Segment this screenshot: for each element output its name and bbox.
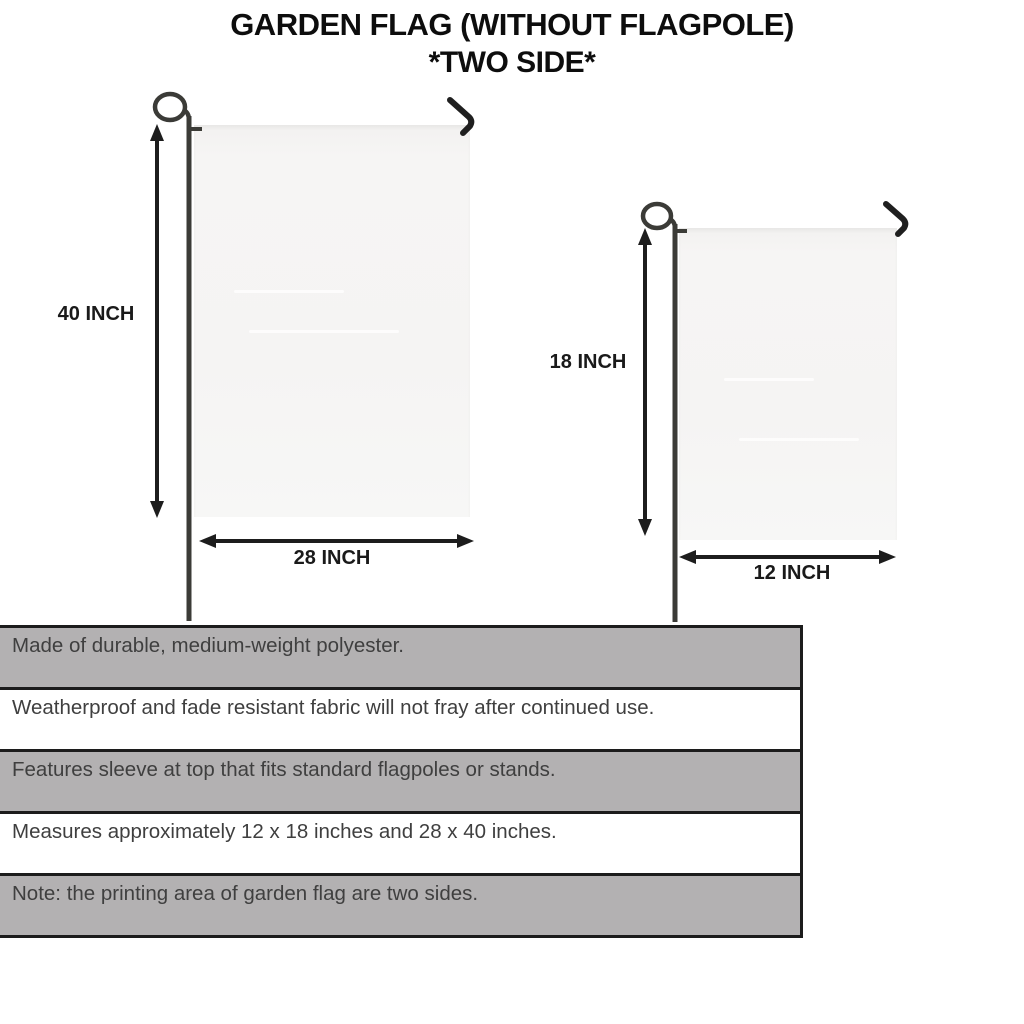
arrow-head-right bbox=[457, 534, 474, 548]
large-flag-width-label: 28 INCH bbox=[293, 547, 371, 569]
small-flag-height-label: 18 INCH bbox=[549, 351, 627, 373]
large-pole-loop bbox=[155, 94, 185, 120]
arrow-head-left bbox=[199, 534, 216, 548]
large-hanger-hook bbox=[450, 100, 471, 133]
product-features-table bbox=[0, 625, 803, 938]
feature-row: Note: the printing area of garden flag are two sides. bbox=[0, 876, 800, 935]
arrow-head-up bbox=[638, 228, 652, 245]
arrow-head-down bbox=[150, 501, 164, 518]
small-flag-width-label: 12 INCH bbox=[753, 562, 831, 584]
feature-row: Weatherproof and fade resistant fabric will not fray after continued use. bbox=[0, 690, 800, 752]
small-hanger-hook bbox=[886, 204, 905, 234]
title-line-1: GARDEN FLAG (WITHOUT FLAGPOLE) bbox=[230, 7, 794, 42]
large-flag-height-label: 40 INCH bbox=[57, 303, 135, 325]
title-line-2: *TWO SIDE* bbox=[428, 46, 596, 79]
arrow-head-down bbox=[638, 519, 652, 536]
feature-row: Features sleeve at top that fits standard flagpoles or stands. bbox=[0, 752, 800, 814]
feature-row: Made of durable, medium-weight polyester. bbox=[0, 628, 800, 690]
feature-row: Measures approximately 12 x 18 inches and 28 x 40 inches. bbox=[0, 814, 800, 876]
small-pole-loop bbox=[643, 204, 671, 228]
arrow-head-up bbox=[150, 124, 164, 141]
